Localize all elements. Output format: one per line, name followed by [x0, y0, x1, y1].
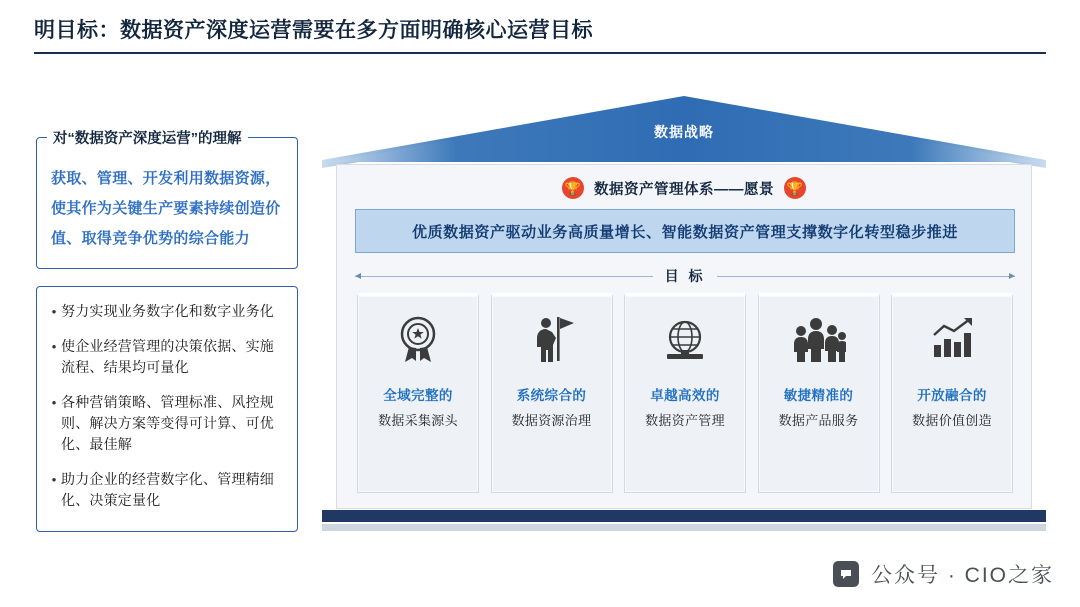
- vision-title: 数据资产管理体系——愿景: [594, 181, 774, 198]
- temple-diagram: [322, 96, 1046, 536]
- goal-arrow-right-icon: [717, 276, 1015, 277]
- list-item-text: 使企业经营管理的决策依据、实施流程、结果均可量化: [61, 338, 274, 375]
- pillar-item[interactable]: [624, 293, 746, 493]
- bullet-dot-icon: •: [51, 472, 57, 487]
- list-item-text: 助力企业的经营数字化、管理精细化、决策定量化: [61, 471, 274, 508]
- pillar-title: 全域完整的: [383, 388, 453, 403]
- pillar-subtitle: 数据资源治理: [511, 413, 592, 428]
- pillar-item[interactable]: [891, 293, 1013, 493]
- goal-arrow-left-icon: [355, 276, 653, 277]
- pillar-title: 敏捷精准的: [783, 388, 854, 403]
- base-bar: [322, 510, 1046, 522]
- trophy-icon: 🏆: [784, 177, 806, 199]
- title-divider: [34, 52, 1046, 54]
- list-item: [47, 469, 285, 511]
- page-title: 明目标：数据资产深度运营需要在多方面明确核心运营目标: [34, 19, 593, 42]
- roof-label: 数据战略: [654, 124, 714, 140]
- left-column: [36, 131, 298, 269]
- understanding-title: 对“数据资产深度运营”的理解: [47, 127, 248, 148]
- globe-network-icon: [661, 310, 709, 368]
- list-item-text: 努力实现业务数字化和数字业务化: [61, 303, 274, 319]
- pillar-subtitle: 数据价值创造: [912, 413, 992, 428]
- understanding-panel: [36, 131, 298, 269]
- people-group-icon: [792, 310, 846, 368]
- trophy-icon: 🏆: [562, 177, 584, 199]
- pillar-subtitle: 数据采集源头: [378, 413, 458, 428]
- watermark-logo-icon: [833, 561, 859, 587]
- bullet-dot-icon: •: [51, 339, 57, 354]
- base-shadow: [322, 524, 1046, 531]
- list-item: [47, 392, 285, 455]
- pillar-item[interactable]: [758, 293, 880, 493]
- pillar-subtitle: 数据产品服务: [778, 413, 859, 428]
- vision-title-row: [337, 175, 1031, 201]
- list-item: [47, 336, 285, 378]
- pillar-title: 开放融合的: [917, 388, 987, 403]
- bar-chart-growth-icon: [928, 310, 976, 368]
- pillar-item[interactable]: [357, 293, 479, 493]
- pillar-title: 卓越高效的: [650, 388, 720, 403]
- diagram-body: [336, 164, 1032, 509]
- understanding-text: 获取、管理、开发利用数据资源，使其作为关键生产要素持续创造价值、取得竞争优势的综合能力: [51, 170, 281, 247]
- list-item-text: 各种营销策略、管理标准、风控规则、解决方案等变得可计算、可优化、最佳解: [61, 394, 274, 452]
- list-item: [47, 301, 285, 322]
- pillar-list: [357, 293, 1013, 493]
- bullet-dot-icon: •: [51, 304, 57, 319]
- award-badge-icon: [396, 310, 440, 368]
- vision-banner: 优质数据资产驱动业务高质量增长、智能数据资产管理支撑数字化转型稳步推进: [355, 209, 1015, 253]
- flag-person-icon: [529, 310, 575, 368]
- goal-divider: [355, 264, 1015, 288]
- pillar-subtitle: 数据资产管理: [645, 413, 725, 428]
- goal-label: 目 标: [664, 268, 706, 284]
- pillar-title: 系统综合的: [516, 388, 587, 403]
- watermark: [833, 559, 1054, 589]
- pillar-item[interactable]: [491, 293, 613, 493]
- bullets-panel: [36, 286, 298, 532]
- watermark-text: 公众号 · CIO之家: [871, 564, 1054, 587]
- bullet-dot-icon: •: [51, 395, 57, 410]
